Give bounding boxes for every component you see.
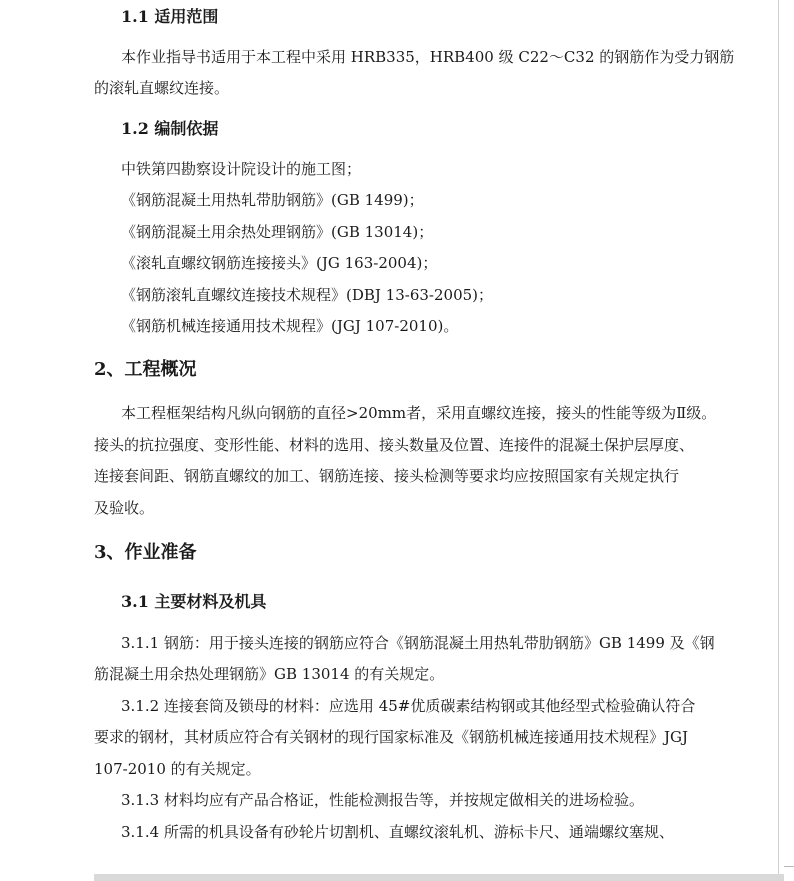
page-bottom-shadow bbox=[94, 874, 784, 881]
section-heading-3-1: 3.1 主要材料及机具 bbox=[121, 592, 267, 611]
paragraph-line: 3.1.2 连接套筒及锁母的材料：应选用 45#优质碳素结构钢或其他经型式检验确认符合 bbox=[121, 697, 696, 715]
reference-item: 中铁第四勘察设计院设计的施工图； bbox=[121, 160, 362, 178]
paragraph-line: 3.1.4 所需的机具设备有砂轮片切割机、直螺纹滚轧机、游标卡尺、通端螺纹塞规、 bbox=[121, 823, 674, 841]
paragraph-line: 筋混凝土用余热处理钢筋》GB 13014 的有关规定。 bbox=[94, 665, 445, 683]
paragraph-line: 107-2010 的有关规定。 bbox=[94, 760, 261, 778]
paragraph-line: 接头的抗拉强度、变形性能、材料的选用、接头数量及位置、连接件的混凝土保护层厚度、 bbox=[94, 436, 695, 454]
paragraph-line: 本作业指导书适用于本工程中采用 HRB335，HRB400 级 C22～C32 的钢筋作为受力钢筋 bbox=[121, 48, 735, 66]
section-heading-1-1: 1.1 适用范围 bbox=[121, 7, 219, 26]
reference-item: 《钢筋混凝土用余热处理钢筋》(GB 13014)； bbox=[121, 223, 434, 241]
paragraph-line: 本工程框架结构凡纵向钢筋的直径>20mm者，采用直螺纹连接，接头的性能等级为Ⅱ级。 bbox=[121, 404, 717, 422]
section-heading-2: 2、工程概况 bbox=[94, 359, 197, 380]
paragraph-line: 3.1.3 材料均应有产品合格证，性能检测报告等，并按规定做相关的进场检验。 bbox=[121, 791, 644, 809]
paragraph-line: 连接套间距、钢筋直螺纹的加工、钢筋连接、接头检测等要求均应按照国家有关规定执行 bbox=[94, 467, 680, 485]
paragraph-line: 及验收。 bbox=[94, 499, 155, 517]
paragraph-line: 要求的钢材，其材质应符合有关钢材的现行国家标准及《钢筋机械连接通用技术规程》JGJ bbox=[94, 728, 689, 746]
reference-item: 《钢筋混凝土用热轧带肋钢筋》(GB 1499)； bbox=[121, 191, 424, 209]
reference-item: 《滚轧直螺纹钢筋连接接头》(JG 163-2004)； bbox=[121, 254, 438, 272]
page-edge-line bbox=[778, 0, 779, 881]
section-heading-1-2: 1.2 编制依据 bbox=[121, 119, 219, 138]
paragraph-line: 3.1.1 钢筋：用于接头连接的钢筋应符合《钢筋混凝土用热轧带肋钢筋》GB 1499 及《钢 bbox=[121, 634, 715, 652]
reference-item: 《钢筋滚轧直螺纹连接技术规程》(DBJ 13-63-2005)； bbox=[121, 286, 494, 304]
paragraph-line: 的滚轧直螺纹连接。 bbox=[94, 79, 230, 97]
section-heading-3: 3、作业准备 bbox=[94, 542, 197, 563]
reference-item: 《钢筋机械连接通用技术规程》(JGJ 107-2010)。 bbox=[121, 317, 459, 335]
crop-mark bbox=[784, 866, 794, 867]
